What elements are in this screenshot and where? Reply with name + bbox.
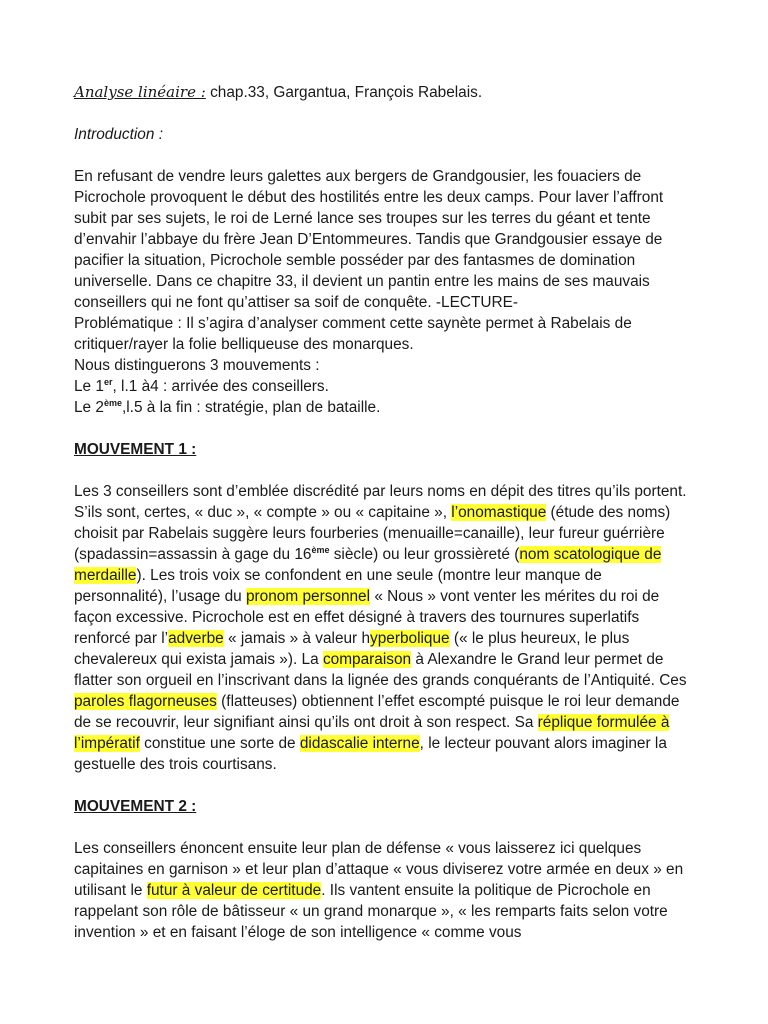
mouvement-2-paragraph: Les conseillers énoncent ensuite leur plan de défense « vous laisserez ici quelques capitaines en garnison » et leur plan d’attaque « vous diviserez votre armée en deux » en utilisant le futur à valeur de certitude. Ils vantent ensuite la politique de Picrochole en rappelant son rôle de bâtisseur « un grand monarque », « les remparts faits selon votre invention » et en faisant l’éloge de son intelligence « comme vous xyxy=(74,840,684,941)
highlight: comparaison xyxy=(322,651,412,668)
spacer xyxy=(74,418,698,439)
title-label: Analyse linéaire : xyxy=(74,83,206,101)
mouvement-1-summary: Le 1er, l.1 à4 : arrivée des conseillers. xyxy=(74,376,329,395)
mouvements-intro: Nous distinguerons 3 mouvements : xyxy=(74,357,320,374)
section-heading-mouvement-2: MOUVEMENT 2 : xyxy=(74,798,197,815)
highlight: yperbolique xyxy=(370,630,450,647)
problematique: Problématique : Il s’agira d’analyser comment cette saynète permet à Rabelais de critiquer/rayer la folie belliqueuse des monarques. xyxy=(74,315,632,353)
section-heading-mouvement-1: MOUVEMENT 1 : xyxy=(74,441,197,458)
intro-heading: Introduction : xyxy=(74,126,163,143)
mouvement-1-paragraph: Les 3 conseillers sont d’emblée discrédité par leurs noms en dépit des titres qu’ils portent. S’ils sont, certes, « duc », « compte » ou « capitaine », l’onomastique (étude des noms) choisit par Rabelais suggère leurs fourberies (menuaille=canaille), leur fureur guérrière (spadassin=assassin à gage du 16ème siècle) ou leur grossièreté (nom scatologique de merdaille). Les trois voix se confondent en une seule (montre leur manque de personnalité), l’usage du pronom personnel « Nous » vont venter les mérites du roi de façon excessive. Picrochole est en effet désigné à travers des tournures superlatifs renforcé par l’adverbe « jamais » à valeur hyperbolique (« le plus heureux, le plus chevalereux qui exista jamais »). La comparaison à Alexandre le Grand leur permet de flatter son orgueil en l’inscrivant dans la lignée des grands conquérants de l’Antiquité. Ces paroles flagorneuses (flatteuses) obtiennent l’effet escompté puisque le roi leur demande de se recouvrir, leur signifiant ainsi qu’ils ont droit à son respect. Sa réplique formulée à l’impératif constitue une sorte de didascalie interne, le lecteur pouvant alors imaginer la gestuelle des trois courtisans. xyxy=(74,483,687,773)
highlight: réplique formulée à l’impératif xyxy=(74,714,670,752)
highlight: paroles flagorneuses xyxy=(74,693,217,710)
highlight: l’onomastique xyxy=(451,504,547,521)
highlight: didascalie interne xyxy=(299,735,420,752)
spacer xyxy=(74,775,698,796)
spacer xyxy=(74,460,698,481)
highlight: adverbe xyxy=(168,630,224,647)
highlight: futur à valeur de certitude xyxy=(146,882,322,899)
document-title xyxy=(74,82,698,103)
spacer xyxy=(74,817,698,838)
highlight: pronom personnel xyxy=(245,588,371,605)
mouvement-2-summary: Le 2ème,l.5 à la fin : stratégie, plan de bataille. xyxy=(74,397,381,416)
highlight: nom scatologique de merdaille xyxy=(74,546,662,584)
intro-paragraph: En refusant de vendre leurs galettes aux bergers de Grandgousier, les fouaciers de Picrochole provoquent le début des hostilités entre les deux camps. Pour laver l’affront subit par ses sujets, le roi de Lerné lance ses troupes sur les terres du géant et tente d’envahir l’abbaye du frère Jean D’Entommeures. Tandis que Grandgousier essaye de pacifier la situation, Picrochole semble posséder par des fantasmes de domination universelle. Dans ce chapitre 33, il devient un pantin entre les mains de ses mauvais conseillers qui ne font qu’attiser sa soif de conquête. -LECTURE- xyxy=(74,168,664,311)
title-rest: chap.33, Gargantua, François Rabelais. xyxy=(205,84,483,101)
